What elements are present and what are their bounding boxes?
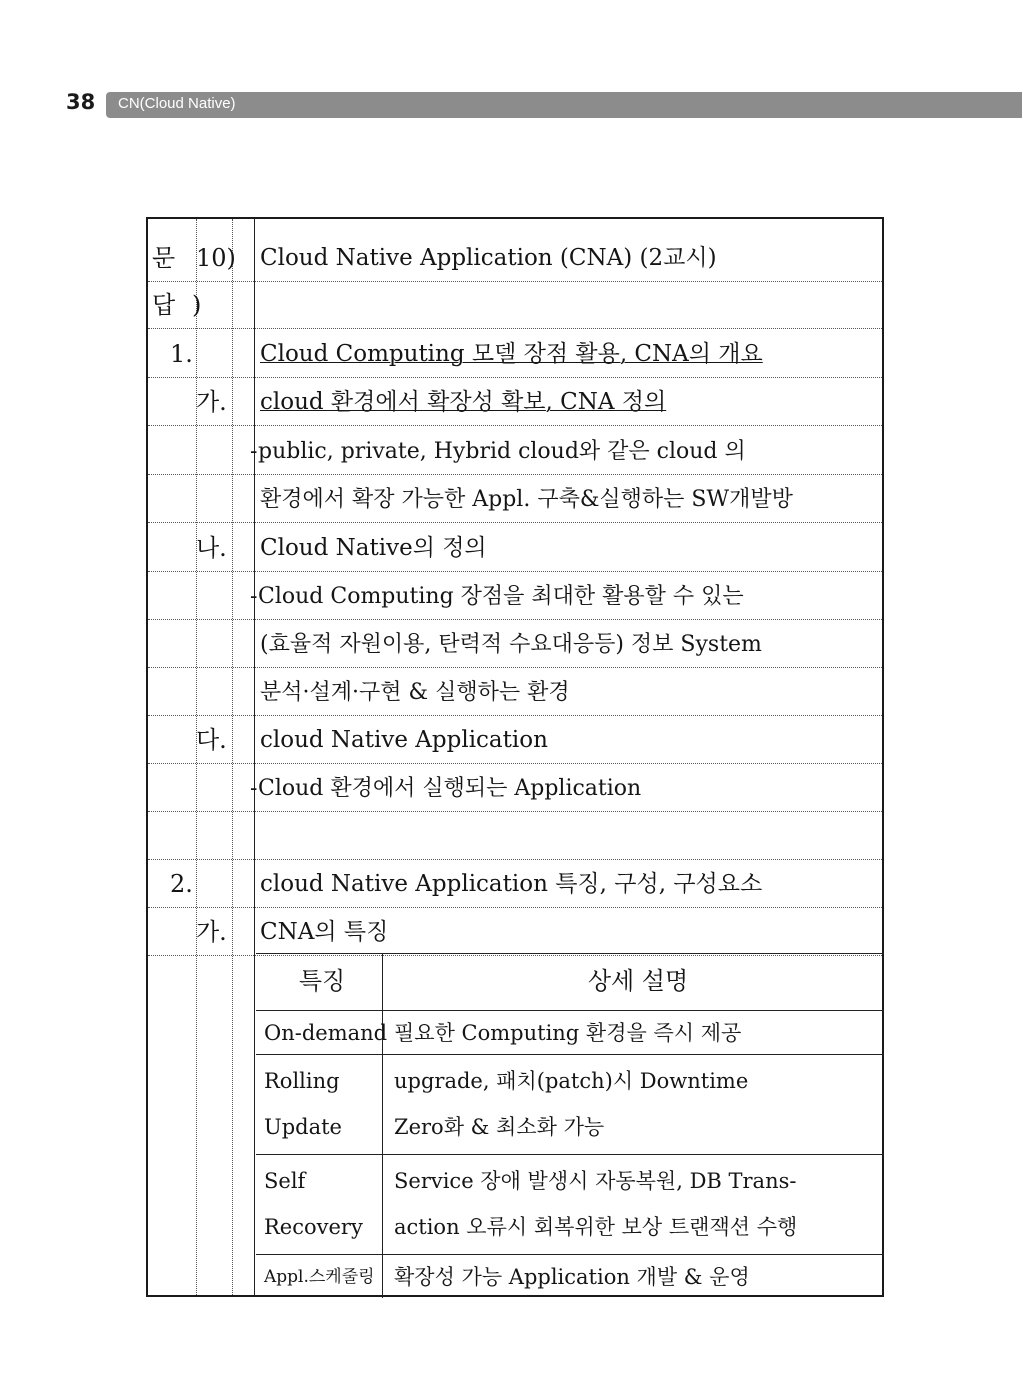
feature-name: Update <box>264 1115 342 1139</box>
item-na-text-2: (효율적 자원이용, 탄력적 수요대응등) 정보 System <box>260 632 762 657</box>
item-2-ga-title: CNA의 특징 <box>260 919 389 945</box>
feature-desc: upgrade, 패치(patch)시 Downtime <box>394 1069 749 1093</box>
section-1-title: Cloud Computing 모델 장점 활용, CNA의 개요 <box>260 341 763 367</box>
item-na-line-2 <box>148 621 882 668</box>
table-rule <box>256 1154 884 1155</box>
section-1-number: 1. <box>170 340 193 368</box>
item-na-text-1: -Cloud Computing 장점을 최대한 활용할 수 있는 <box>250 584 744 609</box>
header-bar <box>106 92 1022 118</box>
feature-desc: 필요한 Computing 환경을 즉시 제공 <box>394 1021 742 1045</box>
item-na-line-3 <box>148 669 882 716</box>
feature-name: Rolling <box>264 1069 340 1093</box>
answer-label: 답 <box>152 291 176 319</box>
item-na-row <box>148 525 882 572</box>
item-na-line-1 <box>148 573 882 620</box>
item-2-ga-marker: 가. <box>196 918 227 946</box>
feature-table <box>256 953 884 1298</box>
page-number: 38 <box>66 90 96 114</box>
item-na-text-3: 분석·설계·구현 & 실행하는 환경 <box>260 680 570 705</box>
item-ga-text-2: 환경에서 확장 가능한 Appl. 구축&실행하는 SW개발방 <box>260 487 793 512</box>
item-ga-row <box>148 379 882 426</box>
feature-table-divider <box>382 954 383 1298</box>
item-ga-title: cloud 환경에서 확장성 확보, CNA 정의 <box>260 389 667 415</box>
answer-sheet <box>146 217 884 1297</box>
item-ga-line-2 <box>148 476 882 523</box>
item-da-marker: 다. <box>196 726 227 754</box>
item-na-marker: 나. <box>196 534 227 562</box>
item-ga-marker: 가. <box>196 388 227 416</box>
blank-row <box>148 813 882 860</box>
question-row <box>148 235 882 282</box>
item-ga-line-1 <box>148 428 882 475</box>
feature-desc: 확장성 가능 Application 개발 & 운영 <box>394 1265 750 1289</box>
feature-name: Recovery <box>264 1215 363 1239</box>
feature-name: On-demand <box>264 1021 388 1045</box>
item-ga-text-1: -public, private, Hybrid cloud와 같은 cloud 의 <box>250 439 746 464</box>
section-2-row <box>148 861 882 908</box>
feature-desc: Zero화 & 최소화 가능 <box>394 1115 605 1139</box>
item-da-title: cloud Native Application <box>260 727 548 753</box>
table-header-description: 상세 설명 <box>587 967 689 995</box>
feature-name: Appl.스케줄링 <box>264 1267 375 1287</box>
question-number: 10) <box>196 244 236 272</box>
item-da-text-1: -Cloud 환경에서 실행되는 Application <box>250 776 642 801</box>
item-na-title: Cloud Native의 정의 <box>260 535 487 561</box>
section-2-title: cloud Native Application 특징, 구성, 구성요소 <box>260 871 763 897</box>
section-1-row <box>148 331 882 378</box>
answer-row <box>148 282 882 329</box>
item-da-row <box>148 717 882 764</box>
table-header-feature: 특징 <box>298 967 346 995</box>
answer-suffix: ) <box>192 291 202 319</box>
feature-name: Self <box>264 1169 306 1193</box>
feature-desc: action 오류시 회복위한 보상 트랜잭션 수행 <box>394 1215 798 1239</box>
header-title: CN(Cloud Native) <box>118 95 236 112</box>
feature-desc: Service 장애 발생시 자동복원, DB Trans- <box>394 1169 797 1193</box>
section-2-number: 2. <box>170 870 193 898</box>
question-label: 문 <box>152 244 176 272</box>
item-da-line-1 <box>148 765 882 812</box>
question-title: Cloud Native Application (CNA) (2교시) <box>260 245 717 271</box>
item-2-ga-row <box>148 909 882 956</box>
